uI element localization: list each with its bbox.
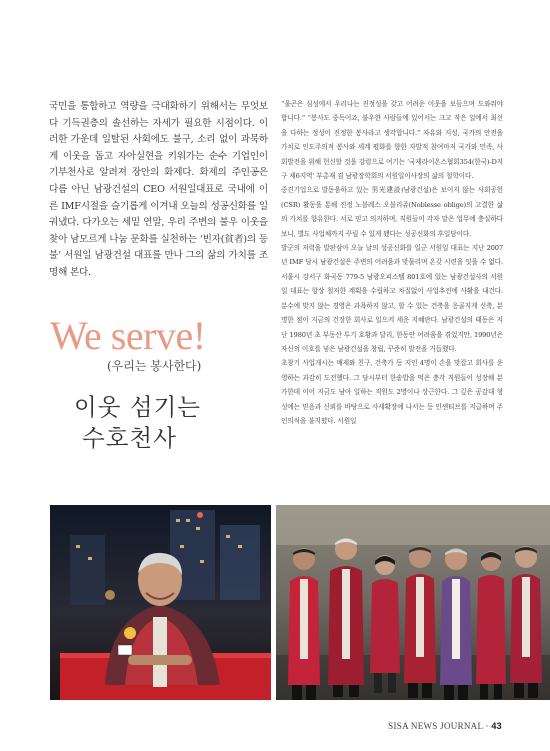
footer-separator: ·: [485, 721, 489, 731]
page-number: 43: [491, 721, 502, 731]
article-paragraph-2: 중견기업으로 발돋움하고 있는 男光建設(남광건설)은 보이지 않는 사회공헌(CSR) 활동을 통해 진정 노블레스 오블리쥬(Noblesse oblige)의 고결한 삶의 가치를 향유한다. 서로 믿고 의지하며, 직원들이 각자 맡은 업무에 충실하다보니, 별도 사업체까지 꾸릴 수 있게 됐다는 성공신화의 후일담이다.: [281, 186, 503, 238]
headline-english: We serve!: [50, 313, 206, 358]
headline-subtitle: (우리는 봉사한다): [107, 359, 202, 373]
article-paragraph-1: “울곤은 심성에서 우러나는 진정성을 갖고 어려운 이웃을 보듬으며 도와줘야 합니다.” “봉사도 중독이죠, 불우한 사람들에 있어서는 크고 작은 일에서 최선을 다하는 정성이 진정한 봉사라고 생각합니다.” 자유와 지성, 국가의 안전을 가치로 인도주의적 봉사와 세계 평화를 향한 자발적 참여마저 국가와 민족, 사회발전을 위해 헌신할 것을 강령으로 여기는 ‘국제라이온스협회354(한국)-D지구 제6지역’ 부총재 겸 남광장학회의 서원일이사장의 삶의 철학이다.: [281, 100, 503, 181]
article-paragraph-4: 초창기 사업개시는 매제와 친구, 건축가 등 지인 4명이 손을 맞잡고 회사를 운영하는 과감히 도전했다. 그 당시부터 한솥밥을 먹은 충각 직원들이 성장해 분가한데 이어 지금도 남아 일하는 직원도 2명이나 상근한다. 그 깊은 공감대 형성에는 믿음과 신뢰를 바탕으로 사세확장에 나서는 등 인센티브를 지급하며 주인의식을 불지폈다. 서원일: [281, 359, 503, 425]
photo-portrait: [50, 505, 271, 700]
intro-paragraph: 국민을 통합하고 역량을 극대화하기 위해서는 무엇보다 기득권층의 솔선하는 자세가 필요한 시점이다. 이러한 가운데 일탈된 사회에도 불구, 소리 없이 과묵하게 이웃을 돕고 자아실현을 키워가는 순수 기업인이 기부천사로 알려져 장안의 화제다. 화제의 주인공은 다름 아닌 남광건설의 CEO 서원일대표로 국내에 이른 IMF시절을 슬기롭게 이겨내 오늘의 성공신화를 일궈냈다. 다가오는 세밑 연말, 우리 주변의 불우 이웃을 찾아 남모르게 나눔 문화를 실천하는 ‘빈자(貧者)의 등불’ 서원일 남광건설 대표를 만나 그의 삶의 가치를 조명해 본다.: [49, 101, 268, 278]
headline-korean-line1: 이웃 섬기는: [74, 393, 201, 421]
group-illustration: [276, 505, 550, 700]
article-paragraph-3: 발군의 저력을 발판삼아 오늘 날의 성공신화를 일군 서원일 대표는 지난 2007년 IMF 당시 남광건설은 주변의 어려움과 맞물리며 온갖 시련을 잇을 수 없다. 서울시 강서구 화곡동 779-5 남광오피스텔 801호에 있는 남광건설사의 서원일 대표는 항상 철저한 계획을 수립하고 차질없이 사업추진에 사활을 내건다. 분수에 맞지 않는 경영은 과욕하지 않고, 할 수 있는 건축을 응골지게 신축, 분명한 점이 지금의 건장한 회사로 일으켜 세운 지혜란다. 남광건설의 태동은 지난 1980년 초 부동산 투기 호황과 달리, 한동안 어려움을 겪었지만, 1990년은 자신의 이호를 넣은 남광건설을 창립, 꾸준히 발전을 거듭했다.: [281, 244, 503, 353]
article-body: [281, 97, 503, 428]
headline-korean-line2: 수호천사: [82, 424, 177, 452]
headline-korean: [74, 392, 254, 454]
publication-name: SISA NEWS JOURNAL: [388, 721, 483, 731]
page-footer: [388, 721, 502, 731]
photo-group: [276, 505, 550, 700]
portrait-illustration: [50, 505, 271, 700]
